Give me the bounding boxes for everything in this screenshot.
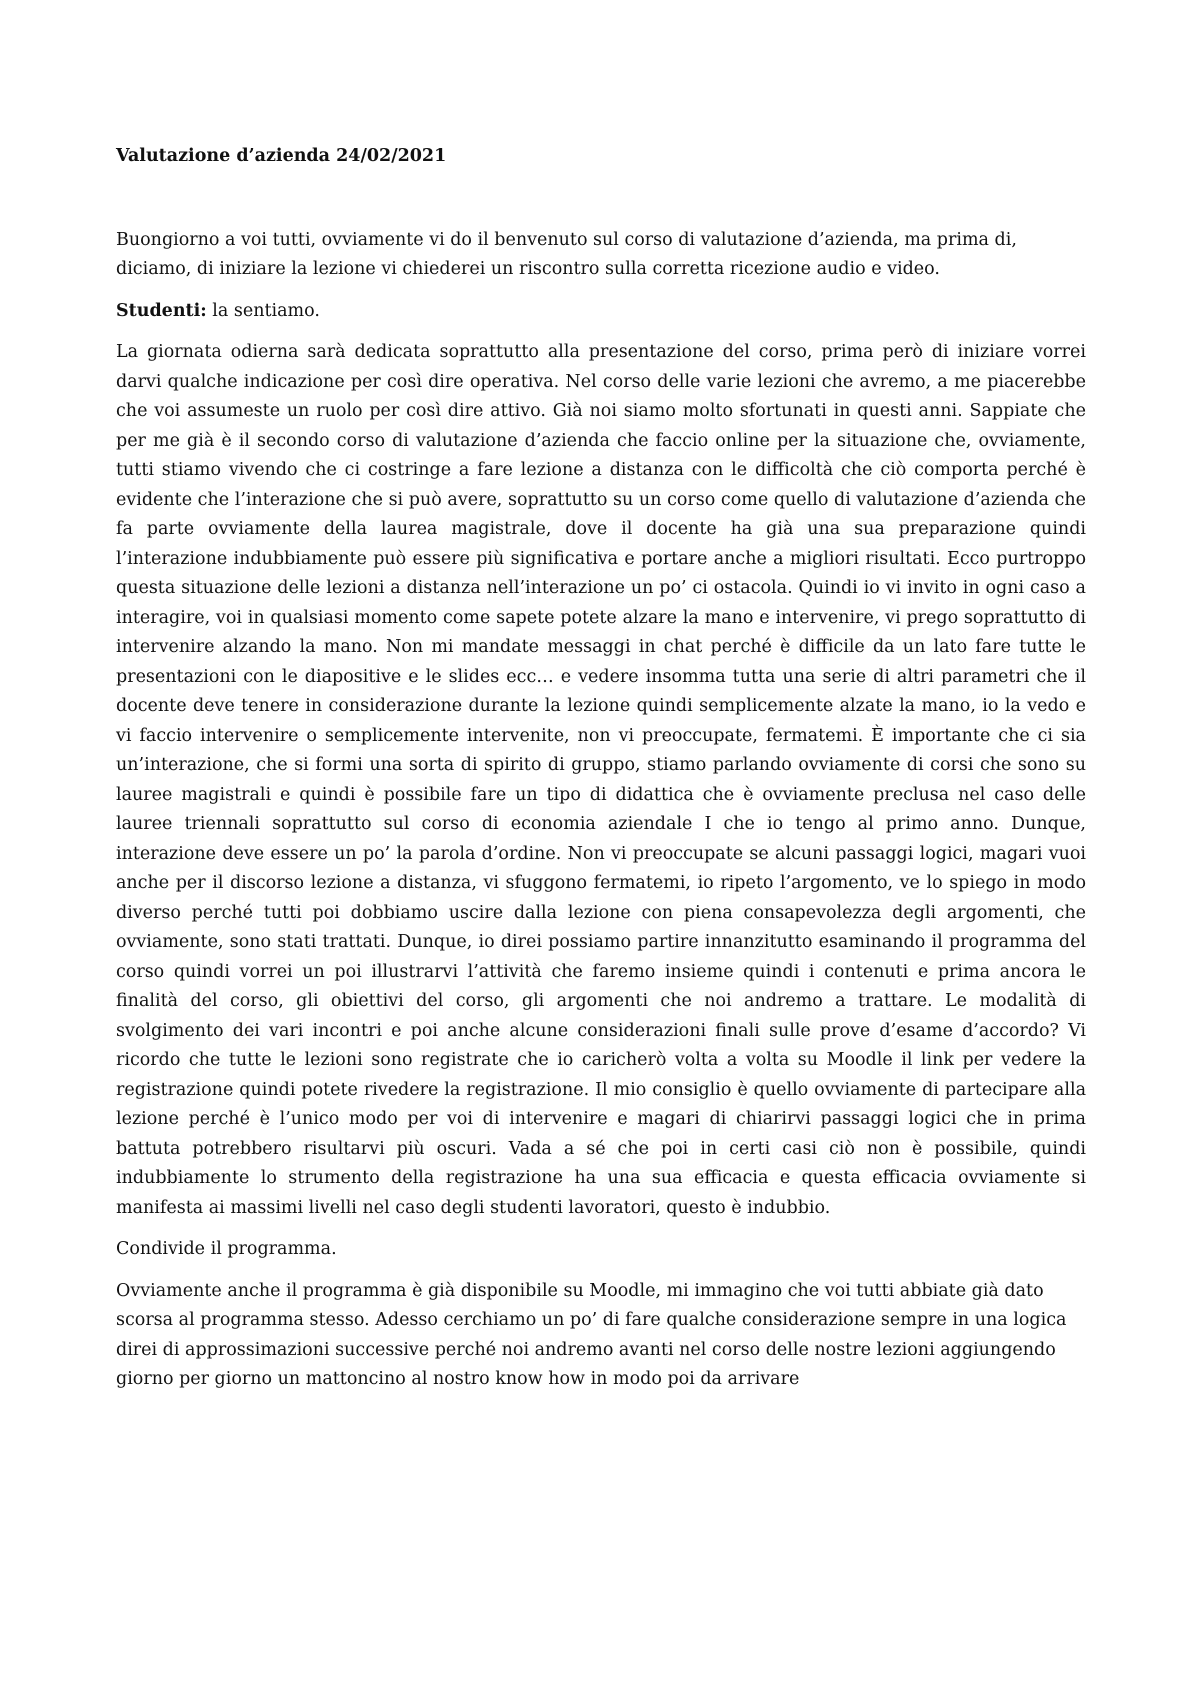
document-page [116,142,1086,1407]
intro-paragraph: Buongiorno a voi tutti, ovviamente vi do il benvenuto sul corso di valutazione d’azienda, ma prima di, diciamo, di iniziare la lezione vi chiederei un riscontro sulla corretta ricezione audio e video. [116,229,1017,279]
document-title: Valutazione d’azienda 24/02/2021 [116,146,447,166]
final-paragraph: Ovviamente anche il programma è già disponibile su Moodle, mi immagino che voi tutti abbiate già dato scorsa al programma stesso. Adesso cerchiamo un po’ di fare qualche considerazione sempre in una logica direi di approssimazioni successive perché noi andremo avanti nel corso delle nostre lezioni aggiungendo giorno per giorno un mattoncino al nostro know how in modo poi da arrivare [116,1280,1067,1389]
students-reply-text: la sentiamo. [206,300,320,321]
stage-note: Condivide il programma. [116,1239,337,1259]
students-reply-paragraph [116,297,1086,327]
speaker-label: Studenti: [116,300,207,321]
main-paragraph: La giornata odierna sarà dedicata soprattutto alla presentazione del corso, prima però di iniziare vorrei darvi qualche indicazione per così dire operativa. Nel corso delle varie lezioni che avremo, a me piacerebbe che voi assumeste un ruolo per così dire attivo. Già noi siamo molto sfortunati in questi anni. Sappiate che per me già è il secondo corso di valutazione d’azienda che faccio online per la situazione che, ovviamente, tutti stiamo vivendo che ci costringe a fare lezione a distanza con le difficoltà che ciò comporta perché è evidente che l’interazione che si può avere, soprattutto su un corso come quello di valutazione d’azienda che fa parte ovviamente della laurea magistrale, dove il docente ha già una sua preparazione quindi l’interazione indubbiamente può essere più significativa e portare anche a migliori risultati. Ecco purtroppo questa situazione delle lezioni a distanza nell’interazione un po’ ci ostacola. Quindi io vi invito in ogni caso a interagire, voi in qualsiasi momento come sapete potete alzare la mano e intervenire, vi prego soprattutto di intervenire alzando la mano. Non mi mandate messaggi in chat perché è difficile da un lato fare tutte le presentazioni con le diapositive e le slides ecc… e vedere insomma tutta una serie di altri parametri che il docente deve tenere in considerazione durante la lezione quindi semplicemente alzate la mano, io la vedo e vi faccio intervenire o semplicemente intervenite, non vi preoccupate, fermatemi. È importante che ci sia un’interazione, che si formi una sorta di spirito di gruppo, stiamo parlando ovviamente di corsi che sono su lauree magistrali e quindi è possibile fare un tipo di didattica che è ovviamente preclusa nel caso delle lauree triennali soprattutto sul corso di economia aziendale I che io tengo al primo anno. Dunque, interazione deve essere un po’ la parola d’ordine. Non vi preoccupate se alcuni passaggi logici, magari vuoi anche per il discorso lezione a distanza, vi sfuggono fermatemi, io ripeto l’argomento, ve lo spiego in modo diverso perché tutti poi dobbiamo uscire dalla lezione con piena consapevolezza degli argomenti, che ovviamente, sono stati trattati. Dunque, io direi possiamo partire innanzitutto esaminando il programma del corso quindi vorrei un poi illustrarvi l’attività che faremo insieme quindi i contenuti e prima ancora le finalità del corso, gli obiettivi del corso, gli argomenti che noi andremo a trattare. Le modalità di svolgimento dei vari incontri e poi anche alcune considerazioni finali sulle prove d’esame d’accordo? Vi ricordo che tutte le lezioni sono registrate che io caricherò volta a volta su Moodle il link per vedere la registrazione quindi potete rivedere la registrazione. Il mio consiglio è quello ovviamente di partecipare alla lezione perché è l’unico modo per voi di intervenire e magari di chiarirvi passaggi logici che in prima battuta potrebbero risultarvi più oscuri. Vada a sé che poi in certi casi ciò non è possibile, quindi indubbiamente lo strumento della registrazione ha una sua efficacia e questa efficacia ovviamente si manifesta ai massimi livelli nel caso degli studenti lavoratori, questo è indubbio. [116,342,1086,1218]
